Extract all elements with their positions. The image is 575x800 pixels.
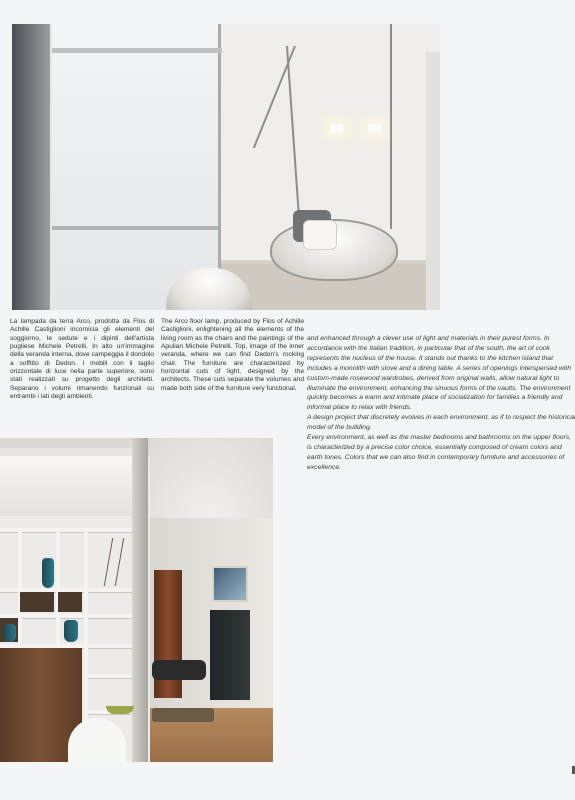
article-paragraph: and enhanced through a clever use of light and materials in their purest forms. In accordance with the Italian tradition, in particular that of the south, the art of cook represents the nucleus of the house. It stands out thanks to the kitchen island that includes a monolith with stove and a dining table. A series of openings interspersed with custom-made rosewood wardrobes, derived from original walls, allow natural light to illuminate the environment, enhancing the sinuous forms of the vaults. The environment quickly becomes a warm and intimate place of socialization for families a friendly and informal place to relax with friends. — [307, 335, 571, 412]
article-paragraph: Every environment, as well as the master bedrooms and bathrooms on the upper floors, is characterized by a precise color choice, essentially composed of cream colors and earth tones. Colors that we can also find in contemporary furniture and accessories of excellence. — [307, 434, 572, 471]
wall-lamp — [368, 124, 381, 133]
living-room-bookcase-photo — [0, 438, 273, 762]
vaulted-ceiling — [145, 438, 273, 528]
bowl — [106, 706, 134, 714]
article-text — [307, 334, 575, 473]
teal-vase — [4, 624, 16, 642]
dark-cabinet — [210, 610, 250, 700]
shelf — [86, 674, 132, 678]
wall-lamp — [330, 124, 343, 133]
sofa — [152, 660, 206, 680]
rug — [152, 708, 214, 722]
teal-vase — [64, 620, 78, 642]
article-paragraph: A design project that discretely evolves in each environment, as if to respect the historical model of the building. — [307, 414, 575, 432]
teal-vase — [42, 558, 54, 588]
veranda-hanging-chair-photo — [12, 24, 440, 310]
window-blind — [52, 24, 221, 310]
english-caption: The Arco floor lamp, produced by Flos of Achille Castiglioni, enlightening all the elements of the living room as the chairs and the paintings of the Apulian Michele Petrelli. Top, image of the inner veranda, where we can find Dedon's rocking chair. The furniture are characterized by horizontal cuts of light, designed by the architects. These cuts separate the volumes and made both side of the furniture very functional. — [161, 318, 304, 392]
cushion-white — [303, 220, 337, 250]
swing-rope — [390, 24, 392, 229]
italian-caption: La lampada da terra Arco, prodotta da Flos di Achille Castiglioni incornicia gli elementi del soggiorno, le sedute e i dipinti dell'artista pugliese Michele Petrelli. In alto un'immagine della veranda interna, dove campeggia il dondolo a soffitto di Dedon. I mobili con il taglio orizzontale di luce nella parte superiore, sono stati realizzati su progetto degli architetti. Separano i volumi rimanendo funzionali su entrambi i lati degli ambienti. — [10, 318, 154, 401]
pillar — [12, 24, 50, 310]
column — [132, 438, 148, 762]
window-sill — [52, 226, 218, 230]
painting — [212, 566, 248, 602]
